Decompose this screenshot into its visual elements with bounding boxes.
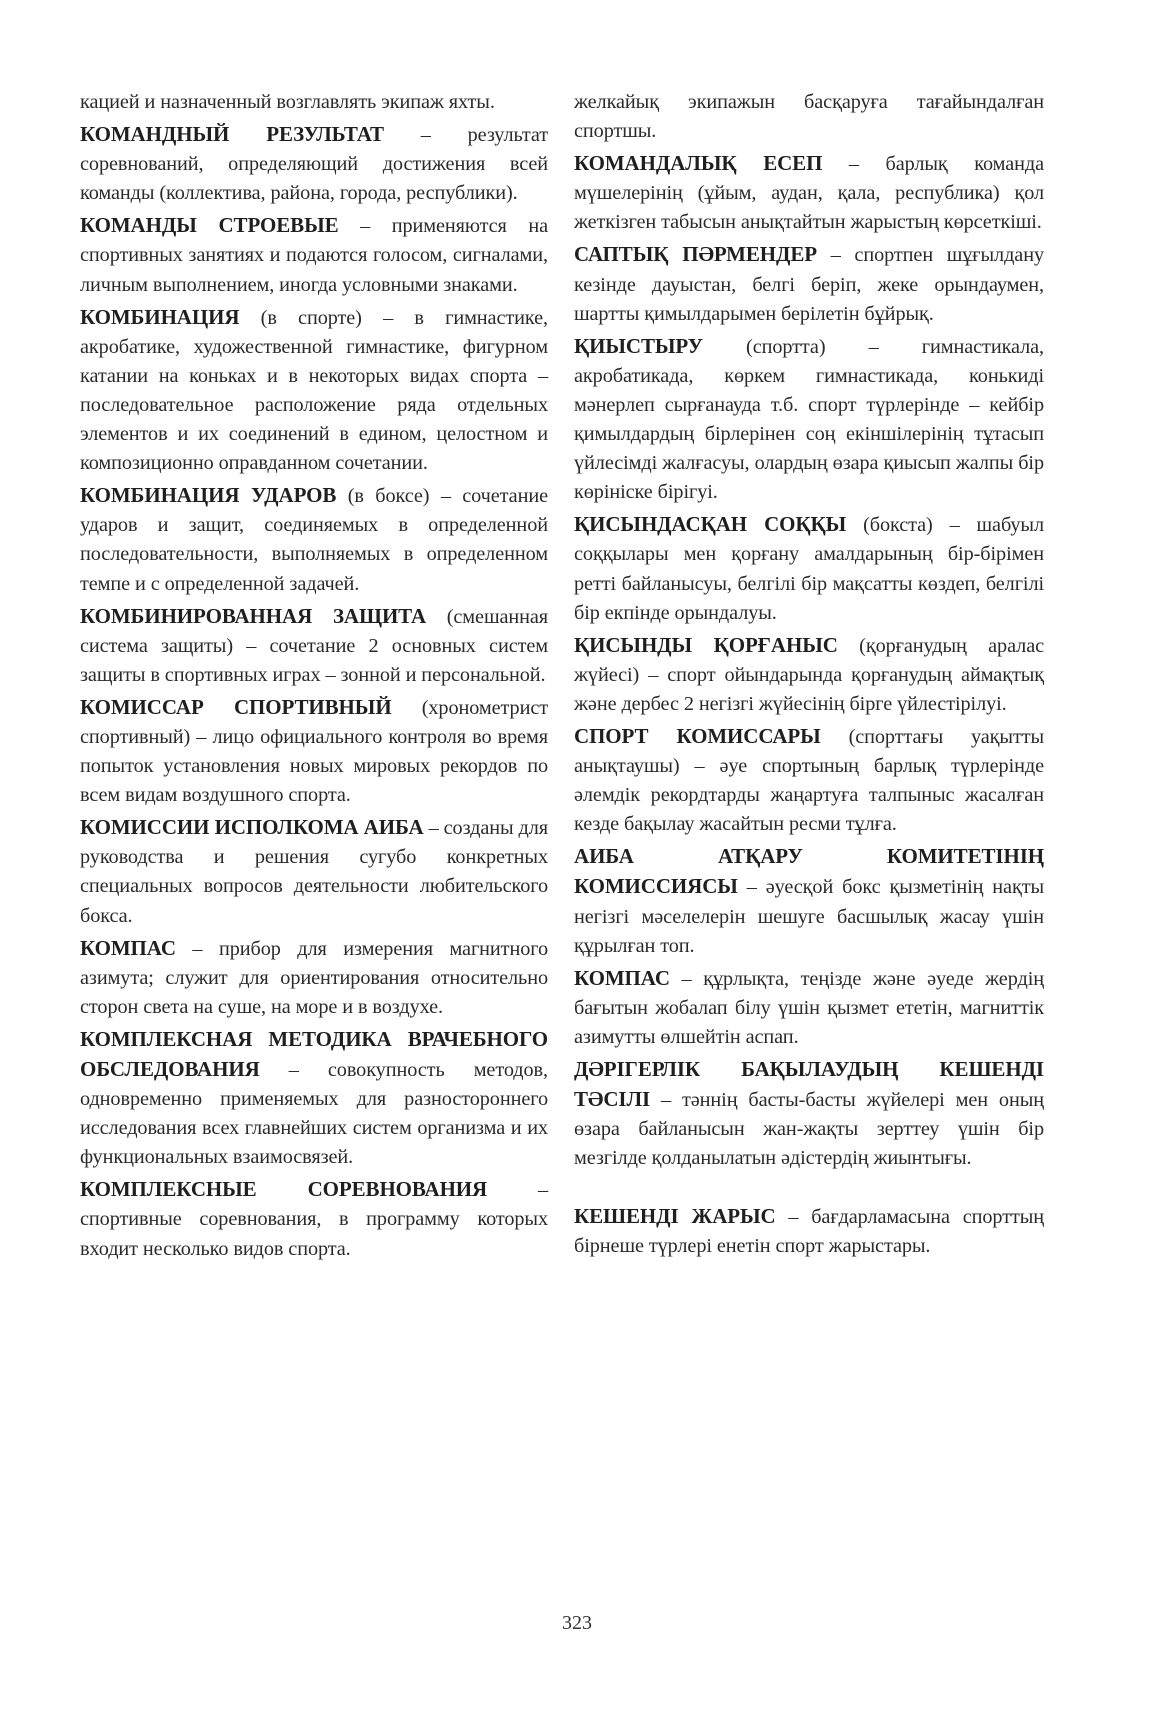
entry-term: ҚИСЫНДЫ ҚОРҒАНЫС	[574, 632, 838, 657]
entry	[80, 934, 548, 1022]
entry	[574, 631, 1044, 719]
russian-column	[80, 88, 548, 1267]
entry	[80, 1025, 548, 1172]
entry-term: КОМБИНИРОВАННАЯ ЗАЩИТА	[80, 603, 427, 628]
entry-text: (смешанная система защиты) – сочетание 2 основных систем защиты в спортивных играх – зонной и персональной.	[80, 605, 548, 686]
entry-term: КОМАНДНЫЙ РЕЗУЛЬТАТ	[80, 122, 384, 147]
entry-text: – результат соревнований, определяющий достижения всей команды (коллектива, района, города, республики).	[80, 124, 548, 205]
entry-term: КОМПЛЕКСНАЯ МЕТОДИКА ВРАЧЕБНОГО ОБСЛЕДОВАНИЯ	[80, 1026, 548, 1081]
entry	[574, 510, 1044, 627]
entry	[574, 964, 1044, 1052]
entry-text: (спорттағы уақытты анықтаушы) – әуе спортының барлық түрлерінде әлемдік рекордтарды жаңартуға талпыныс жасалған кезде бақылау жасайтын ресми тұлға.	[574, 725, 1044, 836]
entry-continuation	[80, 88, 548, 117]
entry-text: – әуесқой бокс қызметінің нақты негізгі мәселелерін шешуге басшылық жасау үшін құрылған топ.	[574, 876, 1044, 957]
entry	[80, 602, 548, 690]
entry-text: (в боксе) – сочетание ударов и защит, соединяемых в определенной последовательности, выполняемых в определенном темпе и с определенной задачей.	[80, 485, 548, 595]
entry-text: – бағдарламасына спорттың бірнеше түрлері енетін спорт жарыстары.	[574, 1206, 1045, 1258]
entry-text: – тәннің басты-басты жүйелері мен оның өзара байланысын жан-жақты зерттеу үшін бір мезгілде қолданылатын әдістердің жиынтығы.	[574, 1089, 1044, 1170]
entry-continuation	[574, 88, 1044, 146]
entry-term: КОМАНДЫ СТРОЕВЫЕ	[80, 213, 339, 238]
entry-text: – применяются на спортивных занятиях и подаются голосом, сигналами, личным выполнением, иногда условными знаками.	[80, 215, 548, 296]
entry	[574, 332, 1044, 508]
entry-term: КОМАНДАЛЫҚ ЕСЕП	[574, 151, 823, 176]
entry-term: САПТЫҚ ПӘРМЕНДЕР	[574, 242, 818, 267]
entry-term: КОМИССАР СПОРТИВНЫЙ	[80, 694, 392, 719]
entry-text: (в спорте) – в гимнастике, акробатике, художественной гимнастике, фигурном катании на коньках и в некоторых видах спорта – последовательное расположение ряда отдельных элементов и их соединений в едином, целостном и композиционно оправданном сочетании.	[80, 306, 548, 475]
entry-gap	[574, 1176, 1044, 1202]
entry-text: (бокста) – шабуыл соққылары мен қорғану амалдарының бір-бірімен ретті байланысуы, белгілі бір мақсатты көздеп, белгілі бір екпінде орындалуы.	[574, 514, 1044, 624]
entry	[574, 1202, 1044, 1261]
kazakh-column	[574, 88, 1044, 1265]
entry-text: – барлық команда мүшелерінің (ұйым, аудан, қала, республика) қол жеткізген табысын анықтайтын жарыстың көрсеткіші.	[574, 153, 1044, 234]
entry-term: ҚИСЫНДАСҚАН СОҚҚЫ	[574, 512, 847, 537]
entry	[80, 120, 548, 208]
entry	[574, 722, 1044, 839]
entry	[574, 842, 1044, 960]
entry-term: ҚИЫСТЫРУ	[574, 333, 703, 358]
entry-term: КОМБИНАЦИЯ УДАРОВ	[80, 483, 337, 508]
entry-term: КОМПАС	[574, 965, 670, 990]
entry	[80, 1175, 548, 1263]
entry	[80, 211, 548, 299]
entry-text: желкайық экипажын басқаруға тағайындалған спортшы.	[574, 91, 1044, 143]
entry	[80, 813, 548, 930]
entry	[574, 240, 1044, 328]
entry-text: – спортпен шұғылдану кезінде дауыстан, белгі беріп, жеке орындаумен, шартты қимылдарымен берілетін бұйрық.	[574, 244, 1044, 325]
entry-text: (қорғанудың аралас жүйесі) – спорт ойындарында қорғанудың аймақтық және дербес 2 негізгі жүйесінің бірге үйлестірілуі.	[574, 634, 1045, 715]
entry	[80, 303, 548, 479]
entry-text: кацией и назначенный возглавлять экипаж яхты.	[80, 91, 495, 113]
entry	[574, 149, 1044, 237]
entry-text: (спортта) – гимнастикала, акробатикада, көркем гимнастикада, конькиді мәнерлеп сырғанауда т.б. спорт түрлерінде – кейбір қимылдардың бірлерінен соң екіншілерінің тұтасып үйлесімді жалғасуы, олардың өзара қиысып жалпы бір көрініске бірігуі.	[574, 335, 1044, 504]
entry-term: СПОРТ КОМИССАРЫ	[574, 723, 821, 748]
entry-text: – совокупность методов, одновременно применяемых для разностороннего исследования всех главнейших систем организма и их функциональных взаимосвязей.	[80, 1059, 548, 1169]
entry-text: – спортивные соревнования, в программу которых входит несколько видов спорта.	[80, 1179, 548, 1260]
entry	[80, 481, 548, 598]
entry	[80, 693, 548, 810]
entry-text: – созданы для руководства и решения сугубо конкретных специальных вопросов деятельности любительского бокса.	[80, 817, 549, 927]
entry-text: – прибор для измерения магнитного азимута; служит для ориентирования относительно сторон света на суше, на море и в воздухе.	[80, 937, 548, 1018]
entry-term: КОМПЛЕКСНЫЕ СОРЕВНОВАНИЯ	[80, 1177, 488, 1202]
entry-term: АИБА АТҚАРУ КОМИТЕТІНІҢ КОМИССИЯСЫ	[574, 844, 1044, 899]
entry-text: (хронометрист спортивный) – лицо официального контроля во время попыток установления новых мировых рекордов по всем видам воздушного спорта.	[80, 696, 548, 807]
entry-text: – құрлықта, теңізде және әуеде жердің бағытын жобалап білу үшін қызмет ететін, магниттік азимутты өлшейтін аспап.	[574, 967, 1044, 1048]
page-number: 323	[562, 1612, 592, 1634]
entry	[574, 1055, 1044, 1173]
entry-term: КЕШЕНДІ ЖАРЫС	[574, 1204, 776, 1229]
entry-term: КОМПАС	[80, 935, 176, 960]
entry-term: КОМБИНАЦИЯ	[80, 304, 240, 329]
entry-term: ДӘРІГЕРЛІК БАҚЫЛАУДЫҢ КЕШЕНДІ ТӘСІЛІ	[574, 1057, 1044, 1112]
entry-term: КОМИССИИ ИСПОЛКОМА АИБА	[80, 815, 424, 840]
